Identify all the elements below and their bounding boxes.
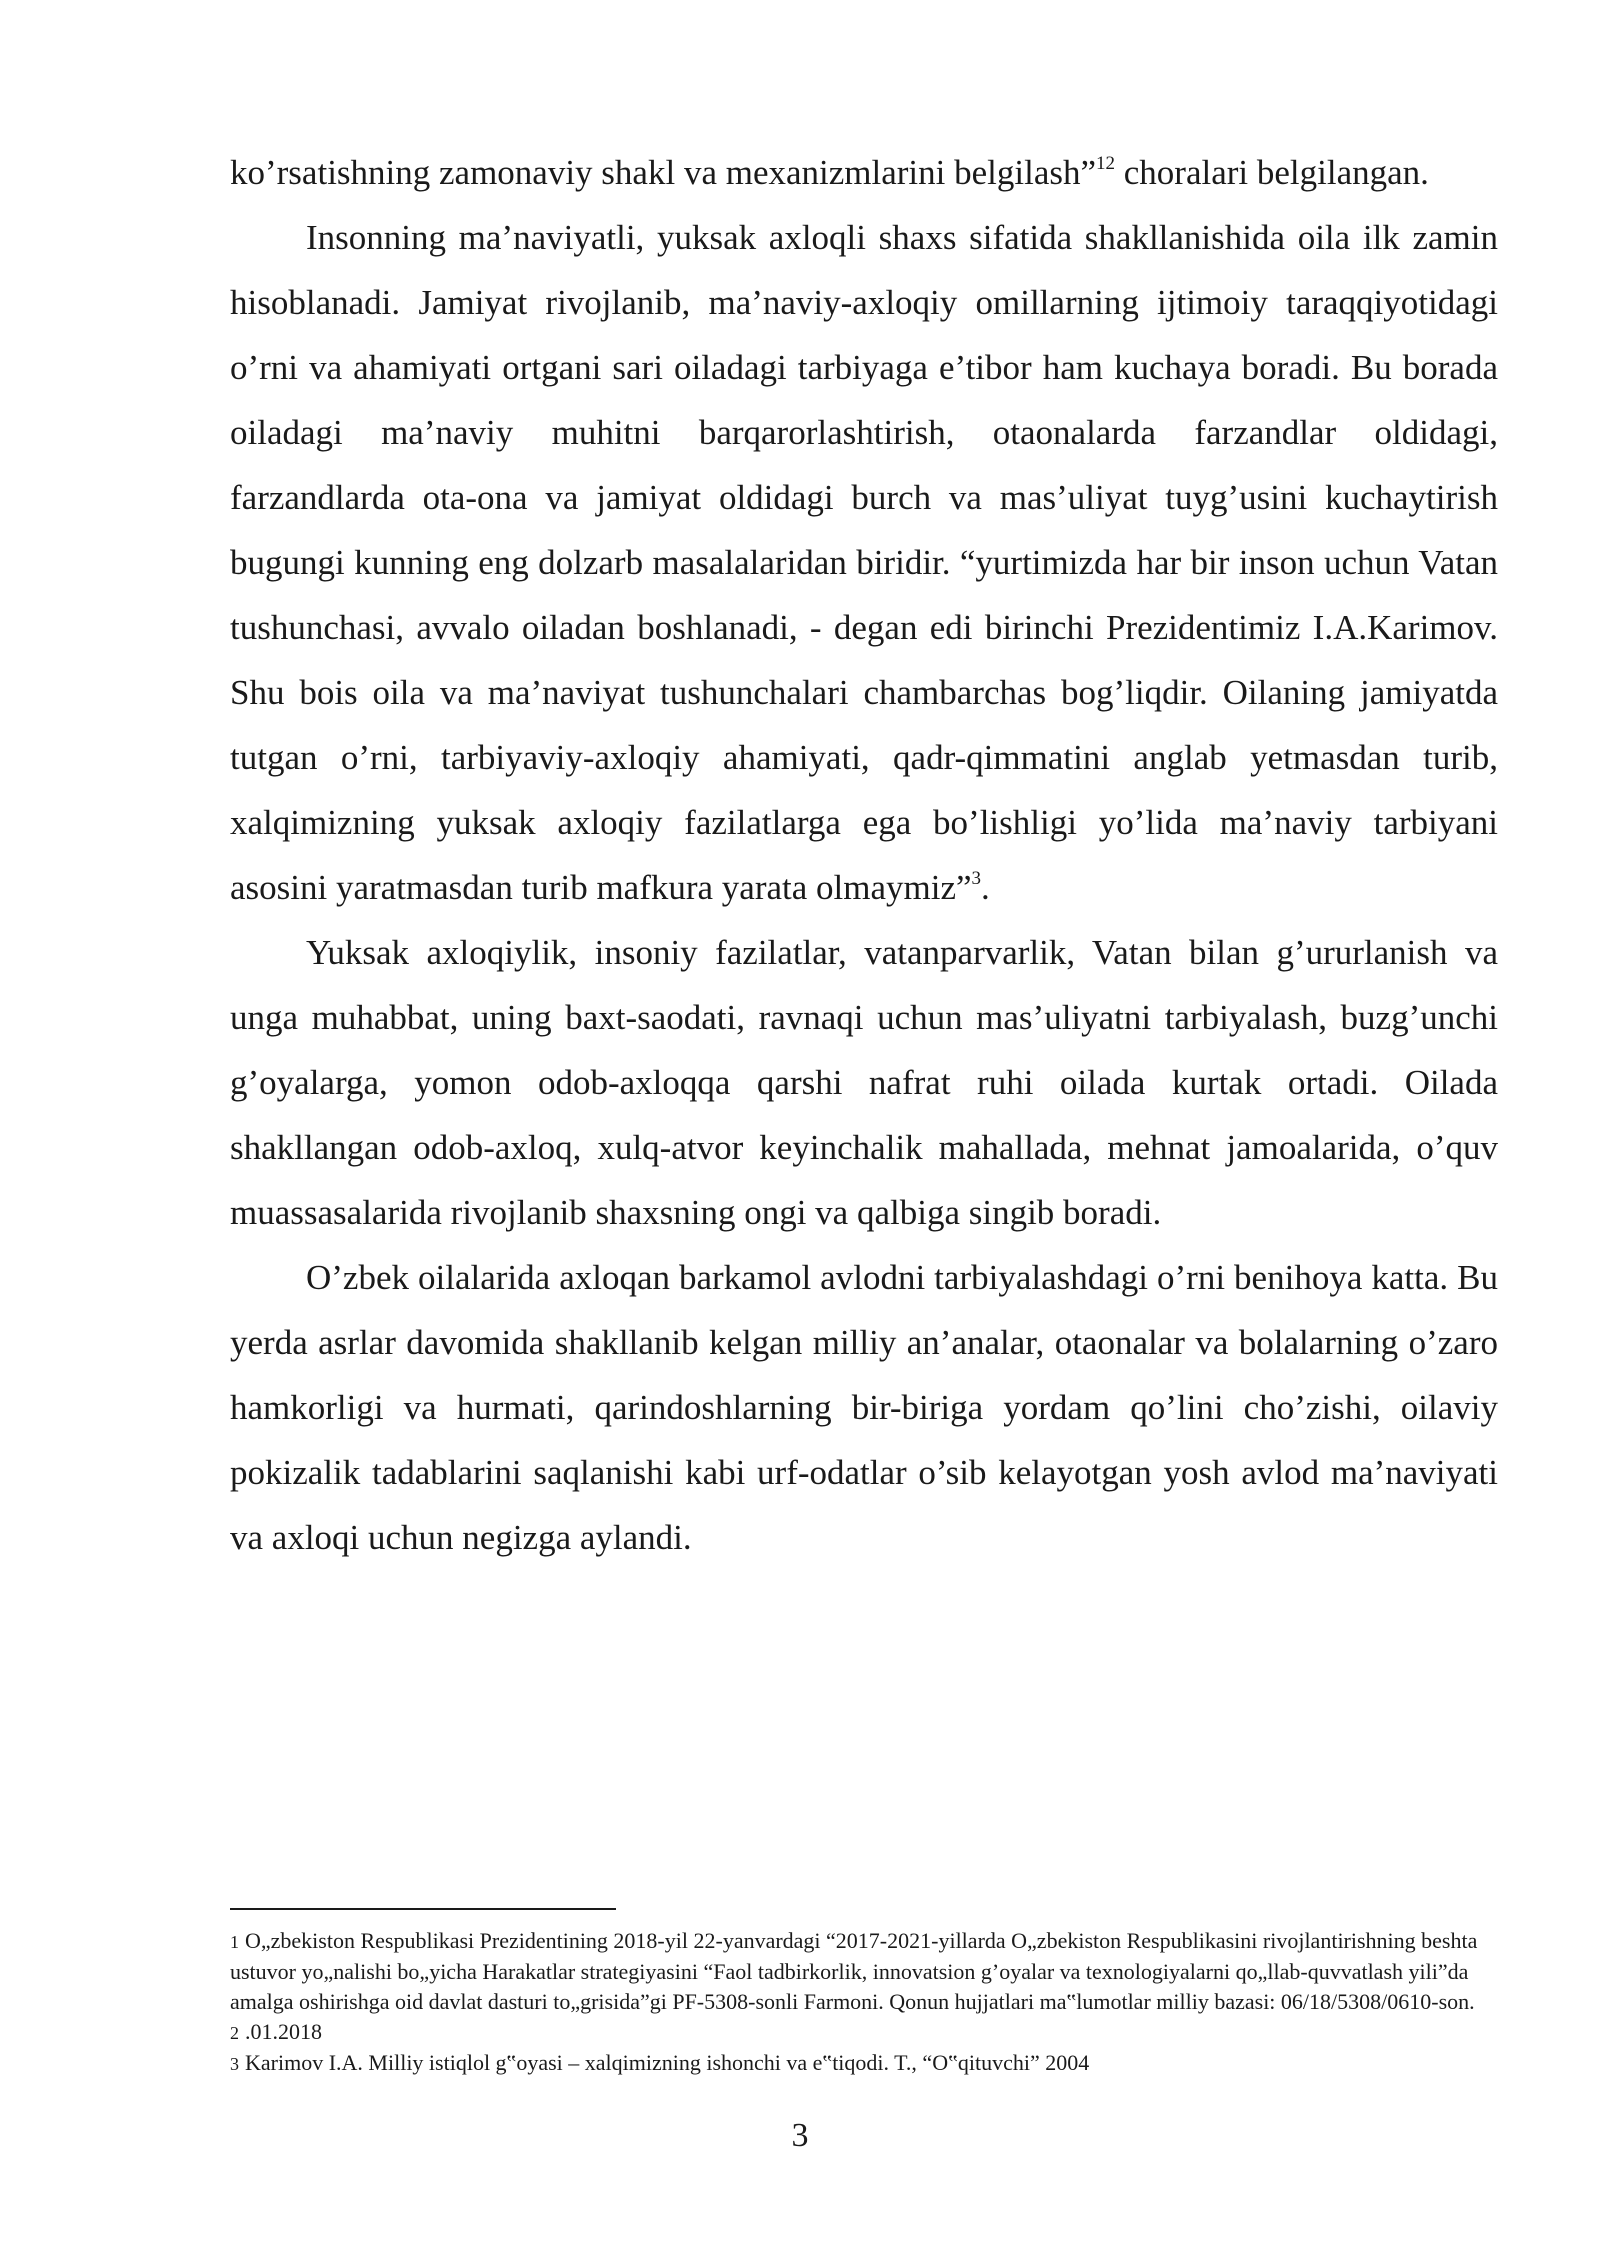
footnote-number: 2 — [230, 2023, 239, 2043]
paragraph-text: Yuksak axloqiylik, insoniy fazilatlar, vatanparvarlik, Vatan bilan g’ururlanish va unga muhabbat, uning baxt-saodati, ravnaqi uchun mas’uliyatni tarbiyalash, buzg’unchi g’oyalarga, yomon odob-axloqqa qarshi nafrat ruhi oilada kurtak ortadi. Oilada shakllangan odob-axloq, xulq-atvor keyinchalik mahallada, mehnat jamoalarida, o’quv muassasalarida rivojlanib shaxsning ongi va qalbiga singib boradi. — [230, 933, 1498, 1232]
footnote-number: 1 — [230, 1932, 239, 1952]
paragraph — [230, 140, 1498, 205]
paragraph-text: ko’rsatishning zamonaviy shakl va mexanizmlarini belgilash” — [230, 153, 1097, 192]
footnote-separator — [230, 1908, 616, 1910]
footnotes — [230, 1926, 1498, 2079]
footnote-text: .01.2018 — [245, 2019, 322, 2044]
footnote — [230, 1926, 1498, 2017]
paragraph — [230, 1245, 1498, 1570]
paragraph — [230, 920, 1498, 1245]
footnote-number: 3 — [230, 2054, 239, 2074]
page-number: 3 — [791, 2117, 809, 2154]
footnote-text: O„zbekiston Respublikasi Prezidentining 2018-yil 22-yanvardagi “2017-2021-yillarda O„zbekiston Respublikasini rivojlantirishning beshta ustuvor yo„nalishi bo„yicha Harakatlar strategiyasini “Faol tadbirkorlik, innovatsion g’oyalar va texnologiyalarni qo„llab-quvvatlash yili”da amalga oshirishga oid davlat dasturi to„grisida”gi PF-5308-sonli Farmoni. Qonun hujjatlari ma‟lumotlar milliy bazasi: 06/18/5308/0610-son. — [230, 1928, 1478, 2014]
paragraph-text: choralari belgilangan. — [1115, 153, 1429, 192]
paragraph-text: . — [981, 868, 990, 907]
footnote-ref[interactable]: 12 — [1096, 153, 1116, 174]
paragraph-text: Insonning ma’naviyatli, yuksak axloqli shaxs sifatida shakllanishida oila ilk zamin hisoblanadi. Jamiyat rivojlanib, ma’naviy-axloqiy omillarning ijtimoiy taraqqiyotidagi o’rni va ahamiyati ortgani sari oiladagi tarbiyaga e’tibor ham kuchaya boradi. Bu borada oiladagi ma’naviy muhitni barqarorlashtirish, otaonalarda farzandlar oldidagi, farzandlarda ota-ona va jamiyat oldidagi burch va mas’uliyat tuyg’usini kuchaytirish bugungi kunning eng dolzarb masalalaridan biridir. “yurtimizda har bir inson uchun Vatan tushunchasi, avvalo oiladan boshlanadi, - degan edi birinchi Prezidentimiz I.A.Karimov. Shu bois oila va ma’naviyat tushunchalari chambarchas bog’liqdir. Oilaning jamiyatda tutgan o’rni, tarbiyaviy-axloqiy ahamiyati, qadr-qimmatini anglab yetmasdan turib, xalqimizning yuksak axloqiy fazilatlarga ega bo’lishligi yo’lida ma’naviy tarbiyani asosini yaratmasdan turib mafkura yarata olmaymiz” — [230, 218, 1498, 907]
footnote — [230, 2017, 1498, 2048]
paragraph — [230, 205, 1498, 920]
footnote-ref[interactable]: 3 — [971, 868, 982, 889]
footnote — [230, 2048, 1498, 2079]
paragraph-text: O’zbek oilalarida axloqan barkamol avlodni tarbiyalashdagi o’rni benihoya katta. Bu yerda asrlar davomida shakllanib kelgan milliy an’analar, otaonalar va bolalarning o’zaro hamkorligi va hurmati, qarindoshlarning bir-biriga yordam qo’lini cho’zishi, oilaviy pokizalik tadablarini saqlanishi kabi urf-odatlar o’sib kelayotgan yosh avlod ma’naviyati va axloqi uchun negizga aylandi. — [230, 1258, 1498, 1557]
footnote-text: Karimov I.A. Milliy istiqlol g‟oyasi – xalqimizning ishonchi va e‟tiqodi. T., “O‟qituvchi” 2004 — [245, 2050, 1090, 2075]
body-text — [230, 140, 1498, 1570]
